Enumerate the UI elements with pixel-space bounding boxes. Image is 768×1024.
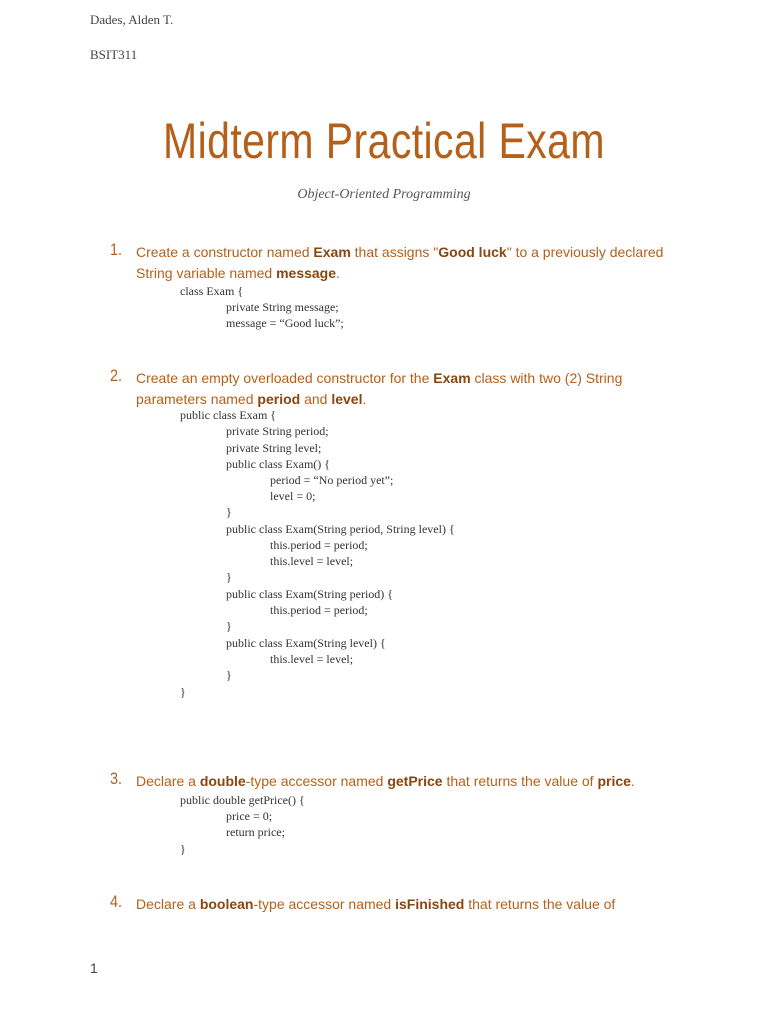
- question-3-text: Declare a double-type accessor named getPrice that returns the value of price.: [136, 773, 635, 789]
- page-subtitle: Object-Oriented Programming: [297, 187, 471, 202]
- question-4-number: 4.: [110, 892, 123, 911]
- code-line: private String message;: [226, 300, 339, 314]
- code-line: level = 0;: [270, 489, 316, 503]
- code-line: message = “Good luck”;: [226, 316, 344, 330]
- code-line: public class Exam() {: [226, 457, 331, 471]
- question-1-number: 1.: [110, 240, 123, 259]
- section-code: BSIT311: [90, 47, 138, 62]
- code-line: }: [180, 685, 186, 699]
- code-line: }: [226, 570, 232, 584]
- code-line: this.period = period;: [270, 538, 368, 552]
- code-line: this.period = period;: [270, 603, 368, 617]
- code-line: public class Exam(String period) {: [226, 587, 394, 601]
- page-number: 1: [90, 960, 98, 976]
- code-line: }: [180, 842, 186, 856]
- student-name: Dades, Alden T.: [90, 12, 174, 27]
- code-line: private String level;: [226, 441, 322, 455]
- code-line: class Exam {: [180, 284, 244, 298]
- question-1-text: Create a constructor named Exam that assigns "Good luck" to a previously declared String variable named message.: [136, 244, 664, 281]
- code-line: this.level = level;: [270, 652, 354, 666]
- code-line: }: [226, 668, 232, 682]
- code-line: this.level = level;: [270, 554, 354, 568]
- code-line: price = 0;: [226, 809, 273, 823]
- code-line: }: [226, 505, 232, 519]
- question-3-number: 3.: [110, 769, 123, 788]
- question-2-number: 2.: [110, 366, 123, 385]
- code-line: return price;: [226, 825, 285, 839]
- code-line: period = “No period yet”;: [270, 473, 394, 487]
- code-line: }: [226, 619, 232, 633]
- page-title: Midterm Practical Exam: [163, 113, 605, 169]
- question-2-text: Create an empty overloaded constructor for the Exam class with two (2) String parameters named period and level.: [136, 370, 623, 407]
- code-line: public class Exam(String period, String level) {: [226, 522, 455, 536]
- code-line: public class Exam {: [180, 408, 277, 422]
- question-4-text: Declare a boolean-type accessor named isFinished that returns the value of: [136, 896, 616, 912]
- code-line: public class Exam(String level) {: [226, 636, 386, 650]
- code-line: private String period;: [226, 424, 329, 438]
- code-line: public double getPrice() {: [180, 793, 305, 807]
